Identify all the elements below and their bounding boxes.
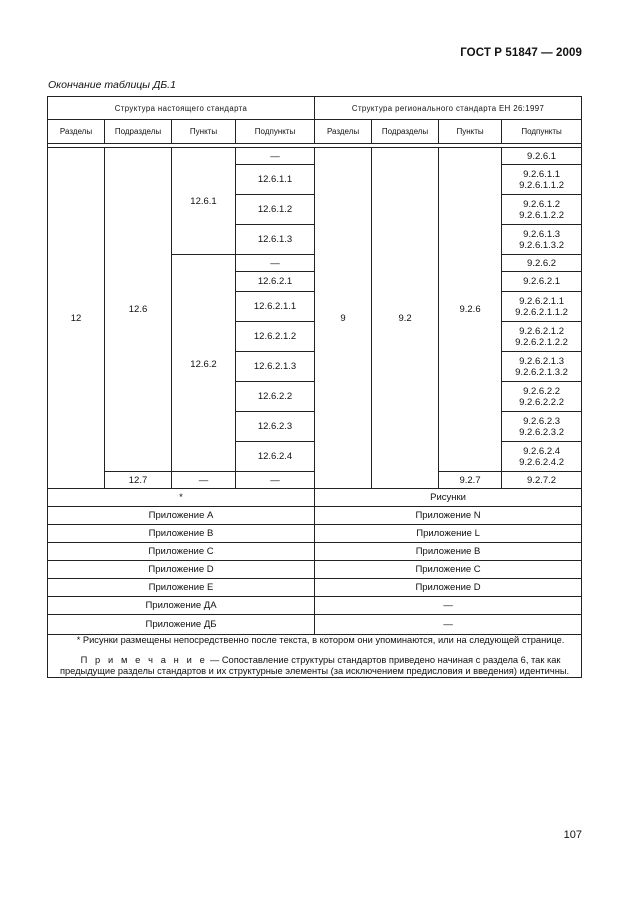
appendix-right-cell: — bbox=[315, 597, 582, 615]
col-header: Разделы bbox=[48, 120, 105, 144]
right-subclause-cell: 9.2.6.1.1 9.2.6.1.1.2 bbox=[502, 165, 582, 195]
left-subsection-cell: 12.6 bbox=[105, 148, 172, 472]
comparison-table bbox=[47, 96, 582, 678]
right-subclause-cell: 9.2.6.2.1.3 9.2.6.2.1.3.2 bbox=[502, 352, 582, 382]
col-header: Подпункты bbox=[236, 120, 315, 144]
left-section-cell: 12 bbox=[48, 148, 105, 489]
note-label: П р и м е ч а н и е bbox=[80, 655, 208, 665]
left-subclause-cell: 12.6.2.1.2 bbox=[236, 322, 315, 352]
left-subclause-cell: — bbox=[236, 148, 315, 165]
left-subclause-cell: — bbox=[236, 255, 315, 272]
left-clause-cell: 12.6.2 bbox=[172, 255, 236, 472]
col-header: Подразделы bbox=[372, 120, 439, 144]
appendix-right-cell: Приложение L bbox=[315, 525, 582, 543]
table-footnotes bbox=[48, 635, 582, 678]
right-subclause-cell: 9.2.6.1.2 9.2.6.1.2.2 bbox=[502, 195, 582, 225]
appendix-left-cell: Приложение С bbox=[48, 543, 315, 561]
left-clause-cell: — bbox=[172, 472, 236, 489]
appendix-left-cell: Приложение Е bbox=[48, 579, 315, 597]
right-subclause-cell: 9.2.6.2 bbox=[502, 255, 582, 272]
figures-right-cell: Рисунки bbox=[315, 489, 582, 507]
appendix-left-cell: Приложение ДБ bbox=[48, 615, 315, 635]
col-header: Подразделы bbox=[105, 120, 172, 144]
left-subclause-cell: 12.6.2.4 bbox=[236, 442, 315, 472]
right-subclause-cell: 9.2.6.2.3 9.2.6.2.3.2 bbox=[502, 412, 582, 442]
col-header: Пункты bbox=[439, 120, 502, 144]
appendix-left-cell: Приложение А bbox=[48, 507, 315, 525]
group-header-right: Структура регионального стандарта ЕН 26:1997 bbox=[315, 97, 582, 120]
right-subsection-cell: 9.2 bbox=[372, 148, 439, 489]
left-subclause-cell: 12.6.1.3 bbox=[236, 225, 315, 255]
appendix-right-cell: Приложение В bbox=[315, 543, 582, 561]
left-subclause-cell: — bbox=[236, 472, 315, 489]
right-subclause-cell: 9.2.7.2 bbox=[502, 472, 582, 489]
left-subclause-cell: 12.6.1.1 bbox=[236, 165, 315, 195]
col-header: Разделы bbox=[315, 120, 372, 144]
left-subclause-cell: 12.6.2.2 bbox=[236, 382, 315, 412]
left-subsection-cell: 12.7 bbox=[105, 472, 172, 489]
left-subclause-cell: 12.6.2.3 bbox=[236, 412, 315, 442]
right-section-cell: 9 bbox=[315, 148, 372, 489]
right-subclause-cell: 9.2.6.2.2 9.2.6.2.2.2 bbox=[502, 382, 582, 412]
left-subclause-cell: 12.6.1.2 bbox=[236, 195, 315, 225]
right-subclause-cell: 9.2.6.1 bbox=[502, 148, 582, 165]
right-subclause-cell: 9.2.6.2.4 9.2.6.2.4.2 bbox=[502, 442, 582, 472]
left-subclause-cell: 12.6.2.1.3 bbox=[236, 352, 315, 382]
right-subclause-cell: 9.2.6.2.1.1 9.2.6.2.1.1.2 bbox=[502, 292, 582, 322]
group-header-left: Структура настоящего стандарта bbox=[48, 97, 315, 120]
appendix-right-cell: Приложение D bbox=[315, 579, 582, 597]
right-subclause-cell: 9.2.6.2.1.2 9.2.6.2.1.2.2 bbox=[502, 322, 582, 352]
document-id: ГОСТ Р 51847 — 2009 bbox=[460, 47, 582, 59]
right-clause-cell: 9.2.7 bbox=[439, 472, 502, 489]
note bbox=[48, 655, 581, 677]
left-subclause-cell: 12.6.2.1.1 bbox=[236, 292, 315, 322]
left-subclause-cell: 12.6.2.1 bbox=[236, 272, 315, 292]
note-text: — Сопоставление структуры стандартов приведено начиная с раздела 6, так как предыдущие разделы стандартов и их структурные элементы (за исключением предисловия и введения) идентичны. bbox=[59, 655, 570, 676]
col-header: Подпункты bbox=[502, 120, 582, 144]
appendix-left-cell: Приложение ДА bbox=[48, 597, 315, 615]
appendix-right-cell: Приложение С bbox=[315, 561, 582, 579]
appendix-left-cell: Приложение В bbox=[48, 525, 315, 543]
left-clause-cell: 12.6.1 bbox=[172, 148, 236, 255]
footnote: * Рисунки размещены непосредственно после текста, в котором они упоминаются, или на следующей странице. bbox=[76, 635, 565, 645]
page-number: 107 bbox=[563, 829, 582, 841]
right-clause-cell: 9.2.6 bbox=[439, 148, 502, 472]
appendix-right-cell: Приложение N bbox=[315, 507, 582, 525]
appendix-right-cell: — bbox=[315, 615, 582, 635]
table-caption: Окончание таблицы ДБ.1 bbox=[48, 79, 176, 91]
right-subclause-cell: 9.2.6.1.3 9.2.6.1.3.2 bbox=[502, 225, 582, 255]
right-subclause-cell: 9.2.6.2.1 bbox=[502, 272, 582, 292]
figures-left-cell: * bbox=[48, 489, 315, 507]
col-header: Пункты bbox=[172, 120, 236, 144]
appendix-left-cell: Приложение D bbox=[48, 561, 315, 579]
